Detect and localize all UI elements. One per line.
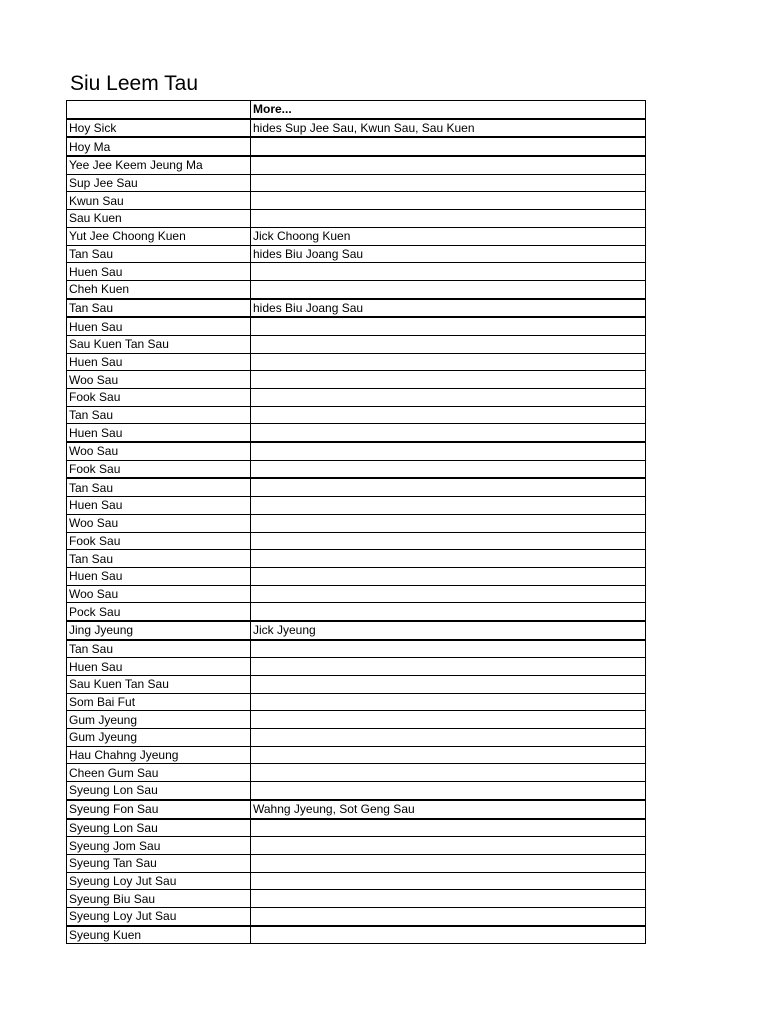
more-cell[interactable]: Wahng Jyeung, Sot Geng Sau [251,800,646,819]
more-cell[interactable]: Jick Jyeung [251,621,646,640]
more-cell[interactable] [251,907,646,925]
move-cell[interactable]: Tan Sau [67,245,251,263]
more-cell[interactable] [251,317,646,335]
table-row [67,371,646,389]
forms-table-body [67,101,646,944]
move-cell[interactable]: Huen Sau [67,658,251,676]
table-row [67,658,646,676]
more-cell[interactable] [251,389,646,407]
table-row [67,550,646,568]
move-cell[interactable]: Syeung Lon Sau [67,819,251,837]
table-row [67,872,646,890]
table-row [67,460,646,478]
move-cell[interactable]: Syeung Fon Sau [67,800,251,819]
more-cell[interactable] [251,263,646,281]
move-cell[interactable]: Pock Sau [67,603,251,621]
table-row [67,245,646,263]
move-cell[interactable]: Fook Sau [67,389,251,407]
table-row [67,819,646,837]
move-cell[interactable]: Syeung Tan Sau [67,854,251,872]
move-cell[interactable]: Hoy Sick [67,119,251,138]
table-row [67,693,646,711]
more-cell[interactable] [251,478,646,496]
move-cell[interactable]: Syeung Loy Jut Sau [67,872,251,890]
more-cell[interactable] [251,640,646,658]
move-cell[interactable]: Tan Sau [67,478,251,496]
more-cell[interactable] [251,406,646,424]
move-cell[interactable]: Tan Sau [67,406,251,424]
header-cell-more[interactable]: More... [251,101,646,119]
more-cell[interactable] [251,335,646,353]
move-cell[interactable]: Woo Sau [67,371,251,389]
move-cell[interactable]: Tan Sau [67,640,251,658]
table-row [67,907,646,925]
table-row [67,263,646,281]
move-cell[interactable]: Syeung Jom Sau [67,837,251,855]
move-cell[interactable]: Syeung Biu Sau [67,890,251,908]
more-cell[interactable] [251,746,646,764]
table-row [67,335,646,353]
more-cell[interactable] [251,837,646,855]
more-cell[interactable] [251,819,646,837]
more-cell[interactable] [251,764,646,782]
move-cell[interactable]: Jing Jyeung [67,621,251,640]
table-row [67,854,646,872]
move-cell[interactable]: Syeung Loy Jut Sau [67,907,251,925]
table-row [67,227,646,245]
move-cell[interactable]: Cheen Gum Sau [67,764,251,782]
move-cell[interactable]: Kwun Sau [67,192,251,210]
move-cell[interactable]: Woo Sau [67,585,251,603]
more-cell[interactable] [251,729,646,747]
table-row [67,317,646,335]
more-cell[interactable] [251,210,646,228]
more-cell[interactable] [251,460,646,478]
move-cell[interactable]: Gum Jyeung [67,729,251,747]
table-row [67,567,646,585]
table-row [67,478,646,496]
table-row [67,782,646,800]
table-row [67,119,646,138]
table-row [67,174,646,192]
sheet-title: Siu Leem Tau [70,72,199,95]
more-cell[interactable] [251,514,646,532]
table-row [67,640,646,658]
more-cell[interactable] [251,603,646,621]
table-row [67,389,646,407]
move-cell[interactable]: Hoy Ma [67,137,251,156]
more-cell[interactable] [251,658,646,676]
move-cell[interactable]: Sau Kuen [67,210,251,228]
table-row [67,299,646,318]
move-cell[interactable]: Sup Jee Sau [67,174,251,192]
table-row [67,280,646,298]
more-cell[interactable] [251,693,646,711]
more-cell[interactable]: hides Sup Jee Sau, Kwun Sau, Sau Kuen [251,119,646,138]
more-cell[interactable] [251,872,646,890]
more-cell[interactable] [251,676,646,694]
table-row [67,603,646,621]
table-row [67,532,646,550]
table-row [67,585,646,603]
more-cell[interactable] [251,497,646,515]
move-cell[interactable]: Fook Sau [67,532,251,550]
move-cell[interactable]: Huen Sau [67,353,251,371]
more-cell[interactable] [251,890,646,908]
table-row [67,406,646,424]
more-cell[interactable] [251,192,646,210]
more-cell[interactable] [251,532,646,550]
table-row [67,800,646,819]
move-cell[interactable]: Huen Sau [67,424,251,442]
move-cell[interactable]: Huen Sau [67,497,251,515]
more-cell[interactable] [251,353,646,371]
forms-table [66,100,646,944]
move-cell[interactable]: Syeung Kuen [67,926,251,944]
more-cell[interactable] [251,550,646,568]
table-row [67,424,646,442]
more-cell[interactable] [251,174,646,192]
table-row [67,890,646,908]
table-row [67,621,646,640]
move-cell[interactable]: Yee Jee Keem Jeung Ma [67,156,251,174]
table-row [67,137,646,156]
table-row [67,746,646,764]
more-cell[interactable] [251,782,646,800]
more-cell[interactable] [251,567,646,585]
more-cell[interactable]: Jick Choong Kuen [251,227,646,245]
more-cell[interactable]: hides Biu Joang Sau [251,299,646,318]
table-row [67,837,646,855]
move-cell[interactable]: Sau Kuen Tan Sau [67,676,251,694]
more-cell[interactable] [251,442,646,460]
more-cell[interactable] [251,854,646,872]
table-row [67,764,646,782]
move-cell[interactable]: Hau Chahng Jyeung [67,746,251,764]
move-cell[interactable]: Tan Sau [67,550,251,568]
more-cell[interactable]: hides Biu Joang Sau [251,245,646,263]
move-cell[interactable]: Cheh Kuen [67,280,251,298]
move-cell[interactable]: Woo Sau [67,442,251,460]
move-cell[interactable]: Huen Sau [67,317,251,335]
table-row [67,711,646,729]
header-row [67,101,646,119]
more-cell[interactable] [251,156,646,174]
header-cell-move[interactable] [67,101,251,119]
move-cell[interactable]: Woo Sau [67,514,251,532]
table-row [67,729,646,747]
more-cell[interactable] [251,371,646,389]
move-cell[interactable]: Gum Jyeung [67,711,251,729]
move-cell[interactable]: Yut Jee Choong Kuen [67,227,251,245]
table-row [67,514,646,532]
move-cell[interactable]: Fook Sau [67,460,251,478]
table-row [67,210,646,228]
table-row [67,442,646,460]
table-row [67,156,646,174]
table-row [67,926,646,944]
move-cell[interactable]: Huen Sau [67,263,251,281]
table-row [67,192,646,210]
table-row [67,353,646,371]
more-cell[interactable] [251,280,646,298]
more-cell[interactable] [251,926,646,944]
more-cell[interactable] [251,137,646,156]
move-cell[interactable]: Som Bai Fut [67,693,251,711]
table-row [67,676,646,694]
move-cell[interactable]: Syeung Lon Sau [67,782,251,800]
more-cell[interactable] [251,711,646,729]
more-cell[interactable] [251,585,646,603]
more-cell[interactable] [251,424,646,442]
move-cell[interactable]: Tan Sau [67,299,251,318]
table-row [67,497,646,515]
move-cell[interactable]: Sau Kuen Tan Sau [67,335,251,353]
move-cell[interactable]: Huen Sau [67,567,251,585]
